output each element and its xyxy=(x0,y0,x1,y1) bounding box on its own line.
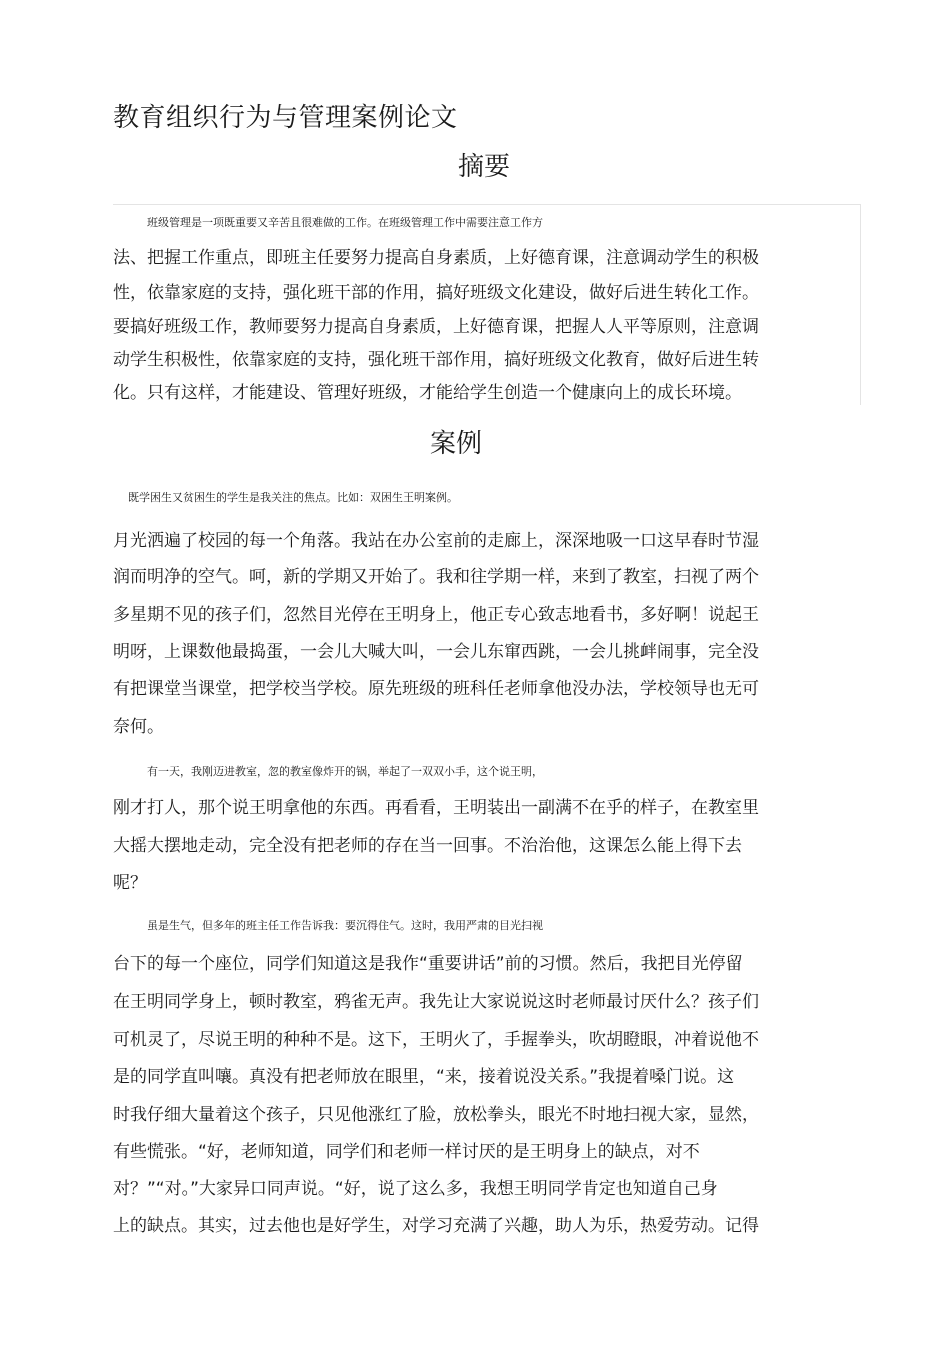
case-paragraph1-line: 多星期不见的孩子们，忽然目光停在王明身上，他正专心致志地看书，多好啊！说起王 xyxy=(113,605,759,625)
case-paragraph1-line: 润而明净的空气。呵，新的学期又开始了。我和往学期一样，来到了教室，扫视了两个 xyxy=(113,567,759,587)
case-paragraph1-line: 月光洒遍了校园的每一个角落。我站在办公室前的走廊上，深深地吸一口这早春时节湿 xyxy=(113,531,759,551)
case-heading: 案例 xyxy=(430,429,483,459)
case-paragraph1-line: 奈何。 xyxy=(113,717,164,737)
case-paragraph3-line: 在王明同学身上，顿时教室，鸦雀无声。我先让大家说说这时老师最讨厌什么？孩子们 xyxy=(113,992,759,1012)
abstract-line: 班级管理是一项既重要又辛苦且很难做的工作。在班级管理工作中需要注意工作方 xyxy=(147,216,543,229)
case-paragraph3-line: 台下的每一个座位，同学们知道这是我作“重要讲话”前的习惯。然后，我把目光停留 xyxy=(113,954,743,974)
case-paragraph1-line: 明呀，上课数他最捣蛋，一会儿大喊大叫，一会儿东窜西跳，一会儿挑衅闹事，完全没 xyxy=(113,642,759,662)
case-paragraph3-line: 虽是生气，但多年的班主任工作告诉我：要沉得住气。这时，我用严肃的目光扫视 xyxy=(147,919,543,932)
case-paragraph3-line: 对？”“对。”大家异口同声说。“好，说了这么多，我想王明同学肯定也知道自己身 xyxy=(113,1179,718,1199)
abstract-line: 动学生积极性，依靠家庭的支持，强化班干部作用，搞好班级文化教育，做好后进生转 xyxy=(113,350,759,370)
case-paragraph3-line: 时我仔细大量着这个孩子，只见他涨红了脸，放松拳头，眼光不时地扫视大家，显然， xyxy=(113,1105,759,1125)
abstract-line: 化。只有这样，才能建设、管理好班级，才能给学生创造一个健康向上的成长环境。 xyxy=(113,383,742,403)
case-intro: 既学困生又贫困生的学生是我关注的焦点。比如：双困生王明案例。 xyxy=(128,491,458,504)
case-paragraph3-line: 有些慌张。“好，老师知道，同学们和老师一样讨厌的是王明身上的缺点，对不 xyxy=(113,1142,700,1162)
document-title: 教育组织行为与管理案例论文 xyxy=(113,103,458,133)
case-paragraph2-line: 呢？ xyxy=(113,873,147,893)
case-paragraph1-line: 有把课堂当课堂，把学校当学校。原先班级的班科任老师拿他没办法，学校领导也无可 xyxy=(113,679,759,699)
case-paragraph2-line: 有一天，我刚迈进教室，忽的教室像炸开的锅，举起了一双双小手，这个说王明， xyxy=(147,765,543,778)
case-paragraph2-line: 大摇大摆地走动，完全没有把老师的存在当一回事。不治治他，这课怎么能上得下去 xyxy=(113,836,742,856)
abstract-heading: 摘要 xyxy=(458,152,511,182)
case-paragraph3-line: 上的缺点。其实，过去他也是好学生，对学习充满了兴趣，助人为乐，热爱劳动。记得 xyxy=(113,1216,759,1236)
abstract-line: 要搞好班级工作，教师要努力提高自身素质，上好德育课，把握人人平等原则，注意调 xyxy=(113,317,759,337)
abstract-line: 性，依靠家庭的支持，强化班干部的作用，搞好班级文化建设，做好后进生转化工作。 xyxy=(113,283,759,303)
case-paragraph3-line: 可机灵了，尽说王明的种种不是。这下，王明火了，手握拳头，吹胡瞪眼，冲着说他不 xyxy=(113,1030,759,1050)
abstract-line: 法、把握工作重点，即班主任要努力提高自身素质，上好德育课，注意调动学生的积极 xyxy=(113,248,759,268)
case-paragraph3-line: 是的同学直叫嚷。真没有把老师放在眼里，“来，接着说没关系。”我提着嗓门说。这 xyxy=(113,1067,735,1087)
case-paragraph2-line: 刚才打人，那个说王明拿他的东西。再看看，王明装出一副满不在乎的样子，在教室里 xyxy=(113,798,759,818)
